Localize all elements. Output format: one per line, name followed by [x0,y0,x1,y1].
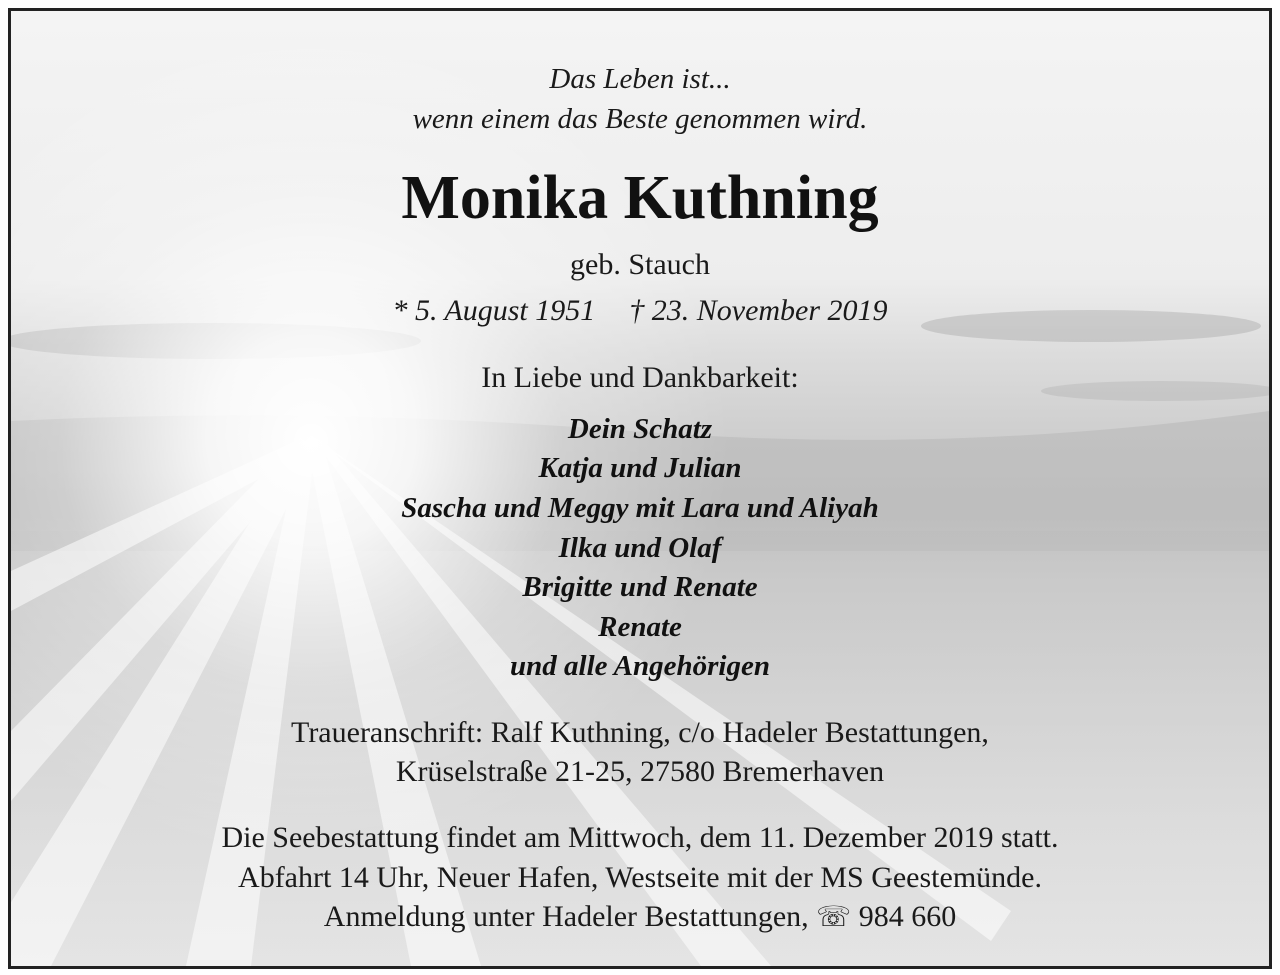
funeral-line-2: Abfahrt 14 Uhr, Neuer Hafen, Westseite mit der MS Geestemünde. [238,861,1042,894]
birth-date: * 5. August 1951 [392,294,596,327]
mourner-line: und alle Angehörigen [510,650,770,682]
address-line-1: Traueranschrift: Ralf Kuthning, c/o Hadeler Bestattungen, [291,716,989,749]
address-line-2: Krüselstraße 21-25, 27580 Bremerhaven [395,755,885,788]
mourner-line: Sascha und Meggy mit Lara und Aliyah [401,492,879,524]
mourner-line: Katja und Julian [538,452,742,484]
phone-icon: ☏ [816,902,852,933]
mourner-line: Dein Schatz [567,413,713,445]
quote-line-2: wenn einem das Beste genommen wird. [412,103,868,135]
death-date: † 23. November 2019 [629,294,888,327]
funeral-line-3 [11,900,1269,934]
registration-text: Anmeldung unter Hadeler Bestattungen, [323,900,809,933]
phone-number: 984 660 [858,900,957,933]
mourner-line: Ilka und Olaf [558,532,722,564]
maiden-name: geb. Stauch [570,248,710,281]
thanks-heading: In Liebe und Dankbarkeit: [481,361,799,394]
life-dates [11,294,1269,328]
mourner-line: Renate [598,611,682,643]
obituary-notice [8,8,1272,969]
funeral-line-1: Die Seebestattung findet am Mittwoch, dem 11. Dezember 2019 statt. [221,821,1059,854]
mourner-line: Brigitte und Renate [522,571,758,603]
quote-line-1: Das Leben ist... [549,63,731,95]
notice-text [11,11,1269,966]
deceased-name: Monika Kuthning [401,164,879,232]
